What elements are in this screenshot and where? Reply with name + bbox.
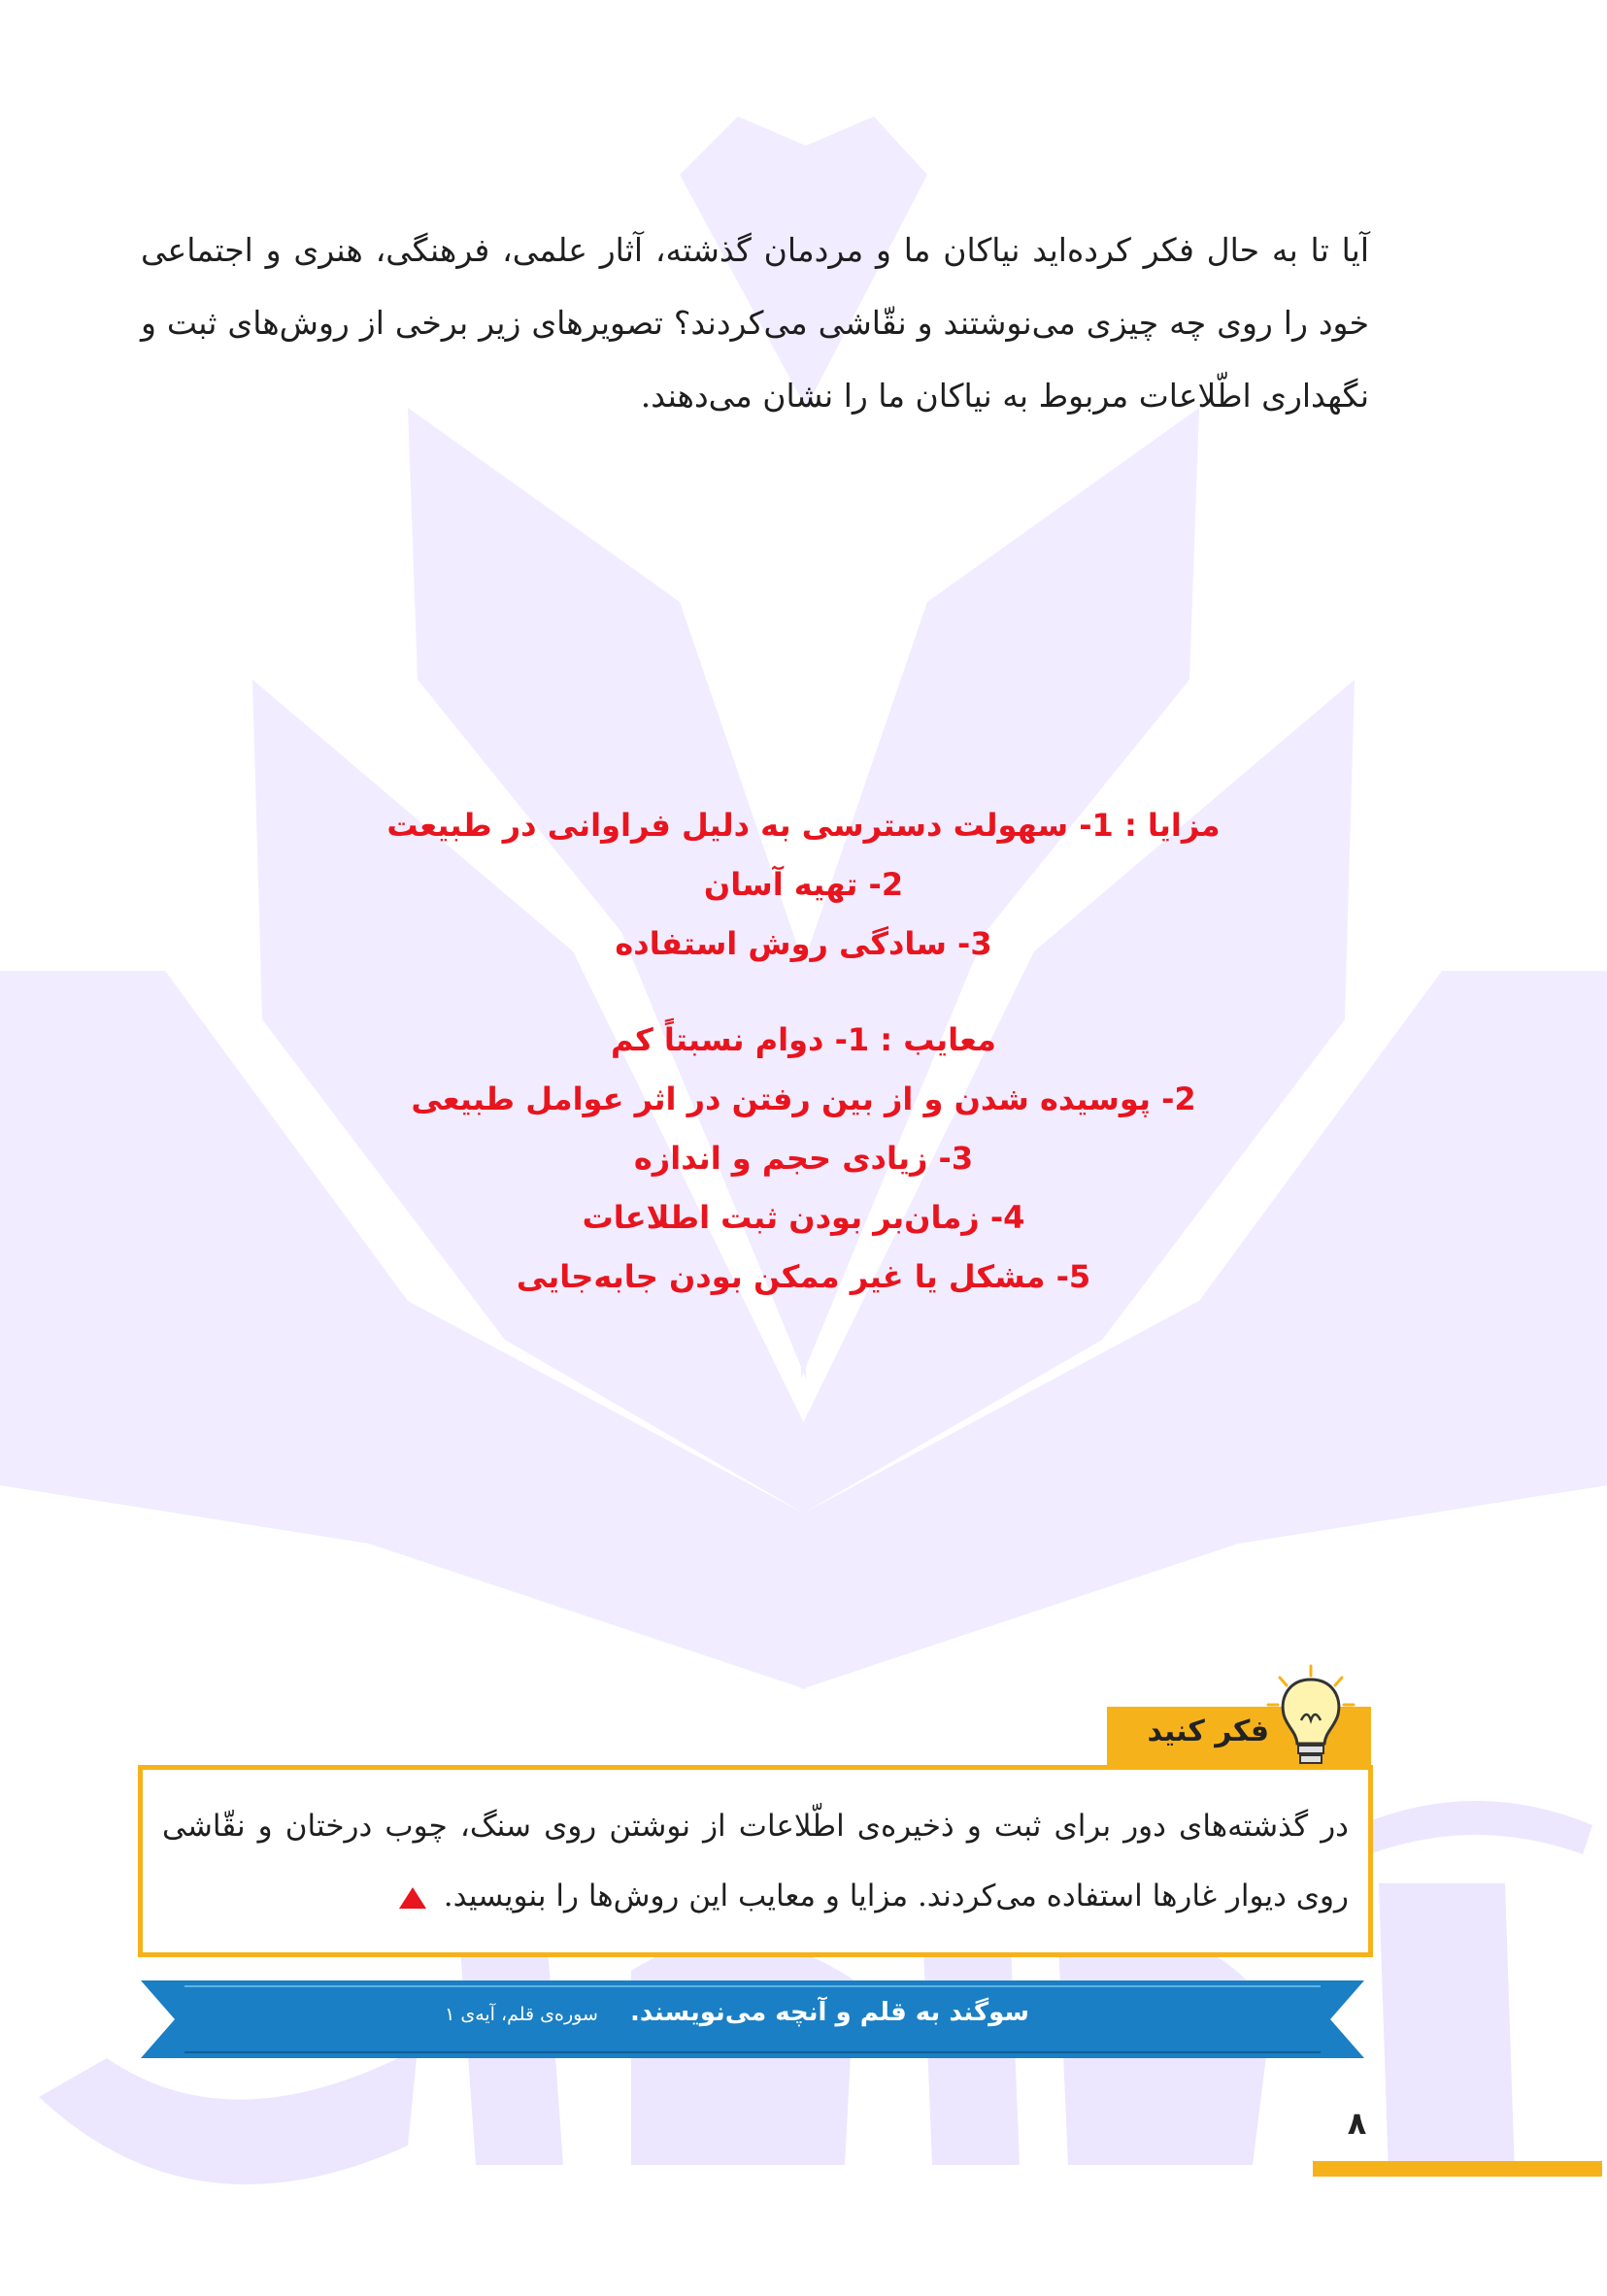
verse-banner-text <box>291 1998 1029 2041</box>
spacer <box>291 974 1316 1011</box>
disadvantage-item: 2- پوسیده شدن و از بین رفتن در اثر عوامل طبیعی <box>411 1081 1196 1117</box>
triangle-icon <box>399 1887 426 1909</box>
answer-text <box>291 796 1316 1307</box>
think-box <box>138 1765 1373 1957</box>
think-box-text: در گذشته‌های دور برای ثبت و ذخیره‌ی اطّلاعات از نوشتن روی سنگ، چوب درختان و نقّاشی روی دیوار غارها استفاده می‌کردند. مزایا و معایب این روش‌ها را بنویسید. <box>162 1809 1349 1913</box>
disadvantage-item: 4- زمان‌بر بودن ثبت اطلاعات <box>582 1199 1025 1236</box>
disadvantage-item: 3- زیادی حجم و اندازه <box>633 1140 974 1177</box>
think-box-title: فکر کنید <box>1147 1714 1269 1748</box>
advantage-item: 3- سادگی روش استفاده <box>615 925 992 962</box>
disadvantage-item: 5- مشکل یا غیر ممکن بودن جابه‌جایی <box>516 1258 1091 1295</box>
lightbulb-icon <box>1262 1662 1359 1779</box>
think-box-body <box>162 1791 1349 1931</box>
advantage-item: مزایا : 1- سهولت دسترسی به دلیل فراوانی در طبیعت <box>386 807 1221 844</box>
page-number-bar <box>1313 2161 1602 2177</box>
disadvantage-item: معایب : 1- دوام نسبتاً کم <box>611 1021 996 1058</box>
disadvantages-list <box>291 1011 1316 1307</box>
verse-source: سوره‌ی قلم، آیه‌ی ۱ <box>445 2004 598 2025</box>
page-number: ۸ <box>1347 2105 1367 2142</box>
advantages-list <box>291 796 1316 974</box>
intro-paragraph: آیا تا به حال فکر کرده‌اید نیاکان ما و مردمان گذشته، آثار علمی، فرهنگی، هنری و اجتماعی خود را روی چه چیزی می‌نوشتند و نقّاشی می‌کردند؟ تصویرهای زیر برخی از روش‌های ثبت و نگهداری اطّلاعات مربوط به نیاکان ما را نشان می‌دهند. <box>141 231 1369 415</box>
verse-text: سوگند به قلم و آنچه می‌نویسند. <box>630 1998 1029 2027</box>
advantage-item: 2- تهیه آسان <box>703 866 904 903</box>
